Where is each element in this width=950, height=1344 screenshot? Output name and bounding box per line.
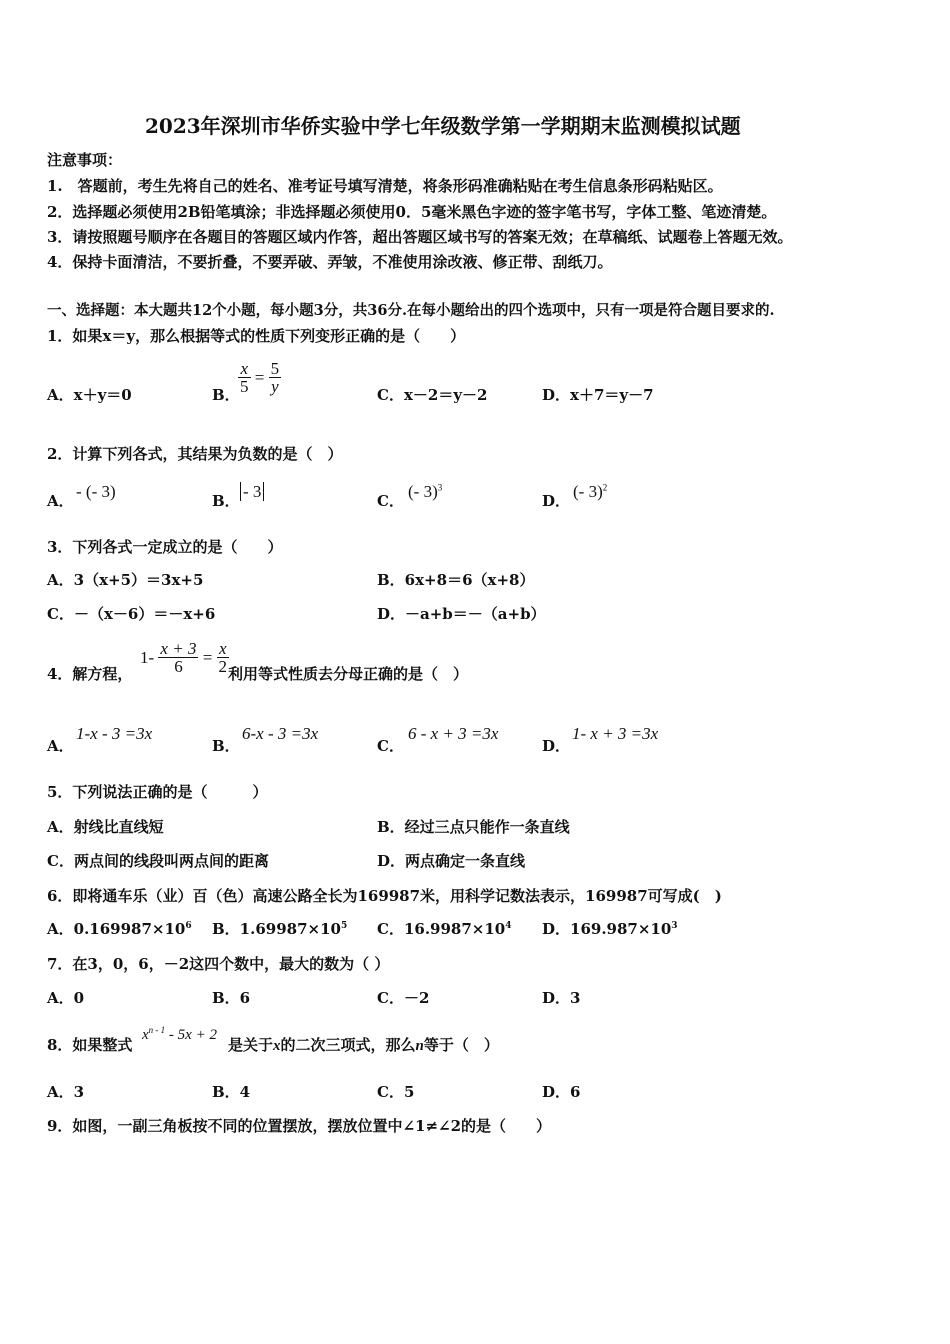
- q1-stem: 1．如果x＝y，那么根据等式的性质下列变形正确的是（ ）: [47, 327, 466, 345]
- q8-stem-pre: 8．如果整式: [47, 1036, 133, 1054]
- q8-option-c: C．5: [377, 1083, 415, 1101]
- q8-option-d: D．6: [542, 1083, 581, 1101]
- q2-option-c-label: C．: [377, 492, 404, 510]
- notice-item-4: 4．保持卡面清洁，不要折叠，不要弄破、弄皱，不准使用涂改液、修正带、刮纸刀。: [47, 253, 613, 271]
- q5-option-d: D．两点确定一条直线: [377, 852, 526, 870]
- q2-option-b-math: - 3: [240, 483, 264, 500]
- q8-option-b: B．4: [212, 1083, 251, 1101]
- q2-stem: 2．计算下列各式，其结果为负数的是（ ）: [47, 445, 343, 463]
- q7-option-a: A．0: [47, 989, 85, 1007]
- q4-stem-post: 利用等式性质去分母正确的是（ ）: [228, 665, 469, 683]
- q7-option-d: D．3: [542, 989, 581, 1007]
- q4-option-d-label: D．: [542, 737, 571, 755]
- q6-option-c: C．$16.9987\times 10^4$: [377, 920, 512, 938]
- q1-option-a: A．x＋y＝0: [47, 386, 132, 404]
- q2-option-a-label: A．: [47, 492, 74, 510]
- q2-option-d-math: (- 3)$^2$: [573, 482, 608, 501]
- q4-option-b-math: 6-x - 3 =3x: [242, 724, 319, 743]
- notice-item-1: 1. 答题前，考生先将自己的姓名、准考证号填写清楚，将条形码准确粘贴在考生信息条形码粘贴区。: [47, 177, 723, 195]
- notice-item-2: 2．选择题必须使用2B铅笔填涂；非选择题必须使用0．5毫米黑色字迹的签字笔书写，字体工整、笔迹清楚。: [47, 203, 777, 221]
- section-heading: 一、选择题：本大题共12个小题，每小题3分，共36分.在每小题给出的四个选项中，只有一项是符合题目要求的.: [47, 302, 775, 319]
- q7-option-b: B．6: [212, 989, 251, 1007]
- q1-option-b-label: B．: [212, 386, 240, 404]
- q2-option-a-math: - (- 3): [76, 482, 116, 501]
- q5-option-b: B．经过三点只能作一条直线: [377, 818, 570, 836]
- q4-stem-pre: 4．解方程，: [47, 665, 133, 683]
- notice-heading: 注意事项：: [47, 151, 123, 169]
- q9-stem: 9．如图，一副三角板按不同的位置摆放，摆放位置中∠1≠∠2的是（ ）: [47, 1117, 552, 1135]
- q1-option-d: D．x＋7＝y－7: [542, 386, 654, 404]
- q1-option-c: C．x－2＝y－2: [377, 386, 488, 404]
- q4-option-c-label: C．: [377, 737, 404, 755]
- q6-option-d: D．$169.987\times 10^3$: [542, 920, 678, 938]
- q7-option-c: C．－2: [377, 989, 430, 1007]
- q3-option-c: C．－（x－6）＝－x+6: [47, 605, 216, 623]
- q4-option-d-math: 1- x + 3 =3x: [572, 724, 659, 743]
- q7-stem: 7．在3，0，6，－2这四个数中，最大的数为（ ）: [47, 955, 390, 973]
- notice-item-3: 3．请按照题号顺序在各题目的答题区域内作答，超出答题区域书写的答案无效；在草稿纸、试题卷上答题无效。: [47, 228, 793, 246]
- q8-option-a: A．3: [47, 1083, 85, 1101]
- q2-option-c-math: (- 3)$^3$: [408, 482, 443, 501]
- q8-expression: $x^{n - 1} - 5x + 2$: [142, 1025, 217, 1043]
- q5-option-c: C．两点间的线段叫两点间的距离: [47, 852, 269, 870]
- q6-option-a: A．$0.169987\times 10^6$: [47, 920, 192, 938]
- q1-option-b-math: $\frac{x}{5}$ = $\frac{5}{y}$: [240, 359, 280, 396]
- q3-stem: 3．下列各式一定成立的是（ ）: [47, 538, 283, 556]
- q5-stem: 5．下列说法正确的是（ ）: [47, 783, 268, 801]
- q2-option-d-label: D．: [542, 492, 571, 510]
- q4-equation: 1- $\frac{x + 3}{6}$ = $\frac{x}{2}$: [140, 639, 228, 676]
- q3-option-a: A．3（x+5）＝3x+5: [47, 571, 204, 589]
- q6-stem: 6．即将通车乐（业）百（色）高速公路全长为169987米，用科学记数法表示，169987可写成( ): [47, 887, 722, 905]
- q8-stem-rest: 是关于x的二次三项式，那么n等于（ ）: [228, 1036, 499, 1054]
- q6-option-b: B．$1.69987\times 10^5$: [212, 920, 348, 938]
- q4-option-a-label: A．: [47, 737, 74, 755]
- q3-option-b: B．6x+8＝6（x+8）: [377, 571, 535, 589]
- page-title: 2023年深圳市华侨实验中学七年级数学第一学期期末监测模拟试题: [145, 114, 741, 138]
- q4-option-a-math: 1-x - 3 =3x: [76, 724, 153, 743]
- q2-option-b-label: B．: [212, 492, 240, 510]
- q5-option-a: A．射线比直线短: [47, 818, 164, 836]
- q3-option-d: D．－a+b＝－（a+b）: [377, 605, 546, 623]
- q4-option-b-label: B．: [212, 737, 240, 755]
- q4-option-c-math: 6 - x + 3 =3x: [408, 724, 499, 743]
